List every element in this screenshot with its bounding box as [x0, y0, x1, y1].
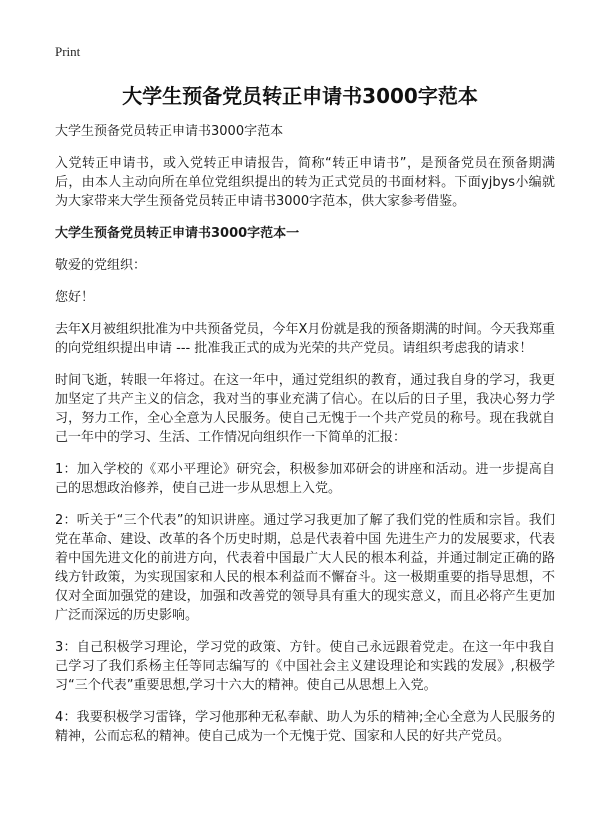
- print-link[interactable]: Print: [55, 44, 81, 59]
- body-paragraph: 2：听关于“三个代表”的知识讲座。通过学习我更加了解了我们党的性质和宗旨。我们党在革命、建设、改革的各个历史时期，总是代表着中国 先进生产力的发展要求，代表着中国先进文化的前进方向，代表着中国最广大人民的根本利益，并通过制定正确的路线方针政策，为实现国家和人民的根本利益而不懈奋斗。这一极期重要的指导思想，不仅对全面加强党的建设，加强和改善党的领导具有重大的现实意义，而且必将产生更加广泛而深远的历史影响。: [55, 513, 555, 623]
- body-paragraph: 1：加入学校的《邓小平理论》研究会，积极参加邓研会的讲座和活动。进一步提高自己的思想政治修养，使自己进一步从思想上入党。: [55, 462, 555, 496]
- document-body: [55, 122, 555, 759]
- document-subtitle: 大学生预备党员转正申请书3000字范本: [55, 124, 284, 139]
- body-paragraph: 3：自己积极学习理论，学习党的政策、方针。使自己永远跟着党走。在这一年中我自己学习了我们系杨主任等同志编写的《中国社会主义建设理论和实践的发展》,积极学习“三个代表”重要思想,学习十六大的精神。使自己从思想上入党。: [55, 640, 555, 693]
- greeting: 您好！: [55, 290, 95, 305]
- body-paragraph: 去年X月被组织批准为中共预备党员，今年X月份就是我的预备期满的时间。今天我郑重的向党组织提出申请 --- 批准我正式的成为光荣的共产党员。请组织考虑我的请求！: [55, 322, 555, 356]
- intro-paragraph: 入党转正申请书，或入党转正申请报告，简称“转正申请书”，是预备党员在预备期满后，由本人主动向所在单位党组织提出的转为正式党员的书面材料。下面yjbys小编就为大家带来大学生预备党员转正申请书3000字范本，供大家参考借鉴。: [55, 156, 555, 209]
- body-paragraph: 4：我要积极学习雷锋，学习他那种无私奉献、助人为乐的精神;全心全意为人民服务的精神，公而忘私的精神。使自己成为一个无愧于党、国家和人民的好共产党员。: [55, 710, 555, 744]
- salutation: 敬爱的党组织：: [55, 258, 147, 273]
- section-heading: 大学生预备党员转正申请书3000字范本一: [55, 226, 300, 241]
- body-paragraph: 时间飞逝，转眼一年将过。在这一年中，通过党组织的教育，通过我自身的学习，我更加坚定了共产主义的信念，我对当的事业充满了信心。在以后的日子里，我决心努力学习，努力工作，全心全意为人民服务。使自己无愧于一个共产党员的称号。现在我就自己一年中的学习、生活、工作情况向组织作一下简单的汇报：: [55, 373, 555, 445]
- document-title: 大学生预备党员转正申请书3000字范本: [122, 84, 478, 108]
